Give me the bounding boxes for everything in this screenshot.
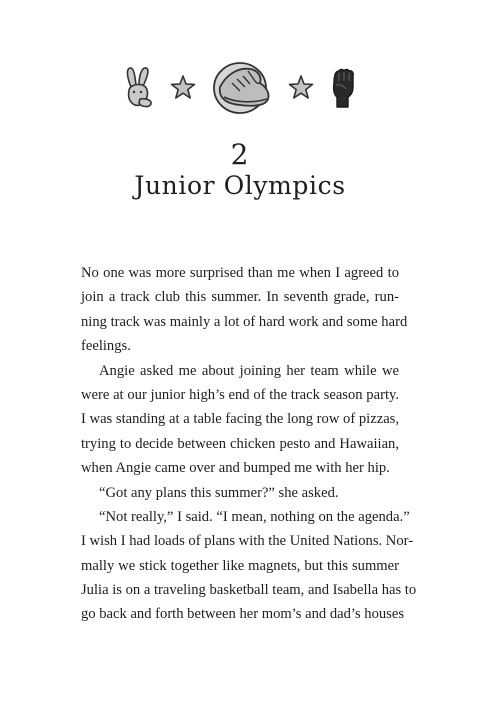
text-line: feelings. xyxy=(81,338,131,355)
text-line: join a track club this summer. In seventh grade, run- xyxy=(81,289,399,306)
text-line: ning track was mainly a lot of hard work and some hard xyxy=(81,313,408,330)
text-line: Angie asked me about joining her team while we xyxy=(99,362,399,379)
text-line: mally we stick together like magnets, but this summer xyxy=(81,557,399,574)
text-line: “Got any plans this summer?” she asked. xyxy=(99,484,339,501)
chapter-ornament xyxy=(0,56,480,118)
text-line: “Not really,” I said. “I mean, nothing on the agenda.” xyxy=(99,508,410,525)
star-icon xyxy=(288,74,314,100)
text-line: go back and forth between her mom’s and dad’s houses xyxy=(81,606,405,623)
text-line: I wish I had loads of plans with the United Nations. Nor- xyxy=(81,533,414,550)
text-line: Julia is on a traveling basketball team, and Isabella has to xyxy=(81,582,417,599)
raised-fist-icon xyxy=(328,65,358,109)
chapter-title: Junior Olympics xyxy=(134,171,346,200)
text-line: trying to decide between chicken pesto and Hawaiian, xyxy=(81,435,399,452)
body-text xyxy=(81,261,417,627)
chapter-number: 2 xyxy=(230,138,250,171)
text-line: I was standing at a table facing the long row of pizzas, xyxy=(81,411,399,428)
text-line: No one was more surprised than me when I agreed to xyxy=(81,265,399,281)
text-line: when Angie came over and bumped me with her hip. xyxy=(81,460,390,477)
text-line: were at our junior high’s end of the track season party. xyxy=(81,386,399,403)
running-shoe-icon xyxy=(210,57,274,117)
bunny-icon xyxy=(122,65,156,109)
star-icon xyxy=(170,74,196,100)
